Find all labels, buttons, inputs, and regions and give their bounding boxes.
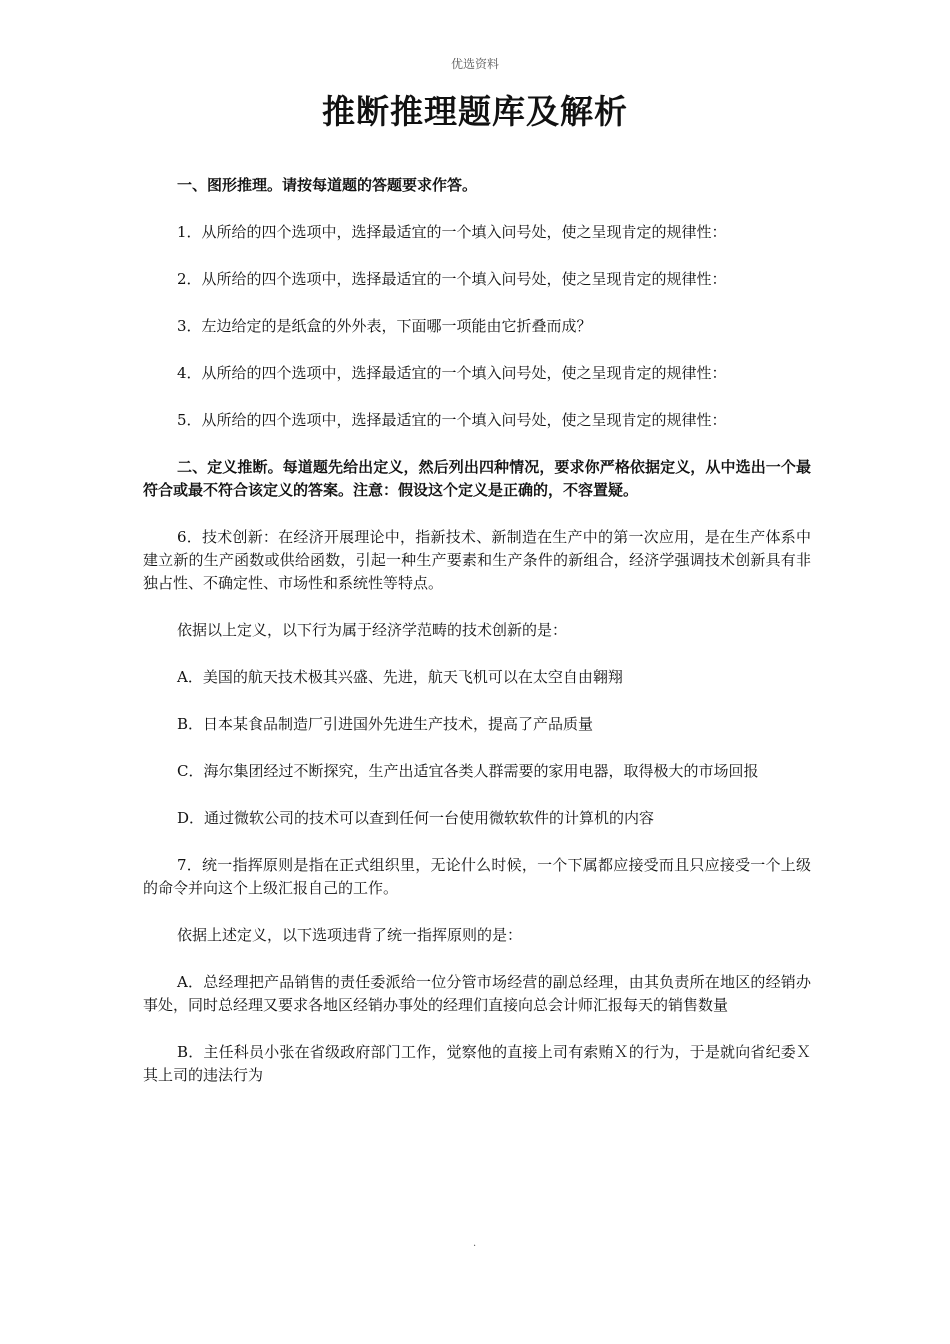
paragraph: B．日本某食品制造厂引进国外先进生产技术，提高了产品质量: [177, 715, 594, 733]
paragraph: A．总经理把产品销售的责任委派给一位分管市场经营的副总经理，由其负责所在地区的经销办事处，同时总经理又要求各地区经销办事处的经理们直接向总会计师汇报每天的销售数量: [143, 973, 811, 1014]
paragraph: D．通过微软公司的技术可以查到任何一台使用微软软件的计算机的内容: [177, 809, 655, 827]
paragraph: 2．从所给的四个选项中，选择最适宜的一个填入问号处，使之呈现肯定的规律性：: [177, 270, 727, 288]
section-heading: 一、图形推理。请按每道题的答题要求作答。: [177, 176, 478, 194]
paragraph: 5．从所给的四个选项中，选择最适宜的一个填入问号处，使之呈现肯定的规律性：: [177, 411, 727, 429]
section-heading: 二、定义推断。每道题先给出定义，然后列出四种情况，要求你严格依据定义，从中选出一个最符合或最不符合该定义的答案。注意：假设这个定义是正确的，不容置疑。: [143, 458, 811, 499]
paragraph: B．主任科员小张在省级政府部门工作，觉察他的直接上司有索贿Ｘ的行为，于是就向省纪委Ｘ其上司的违法行为: [143, 1043, 811, 1084]
paragraph: 依据以上定义，以下行为属于经济学范畴的技术创新的是：: [177, 621, 568, 639]
paragraph: A．美国的航天技术极其兴盛、先进，航天飞机可以在太空自由翱翔: [177, 668, 623, 686]
paragraph: 3．左边给定的是纸盒的外外表，下面哪一项能由它折叠而成？: [177, 317, 592, 335]
paragraph: 7．统一指挥原则是指在正式组织里，无论什么时候，一个下属都应接受而且只应接受一个上级的命令并向这个上级汇报自己的工作。: [143, 856, 811, 897]
document-title: 推断推理题库及解析: [322, 92, 628, 131]
document-body: [143, 174, 811, 1111]
page-header: 优选资料: [450, 57, 499, 71]
paragraph: 6．技术创新：在经济开展理论中，指新技术、新制造在生产中的第一次应用，是在生产体系中建立新的生产函数或供给函数，引起一种生产要素和生产条件的新组合，经济学强调技术创新具有非独占性、不确定性、市场性和系统性等特点。: [143, 528, 811, 592]
paragraph: 4．从所给的四个选项中，选择最适宜的一个填入问号处，使之呈现肯定的规律性：: [177, 364, 727, 382]
page-footer: .: [473, 1238, 477, 1249]
paragraph: 1．从所给的四个选项中，选择最适宜的一个填入问号处，使之呈现肯定的规律性：: [177, 223, 727, 241]
paragraph: C．海尔集团经过不断探究，生产出适宜各类人群需要的家用电器，取得极大的市场回报: [177, 762, 759, 780]
paragraph: 依据上述定义，以下选项违背了统一指挥原则的是：: [177, 926, 523, 944]
